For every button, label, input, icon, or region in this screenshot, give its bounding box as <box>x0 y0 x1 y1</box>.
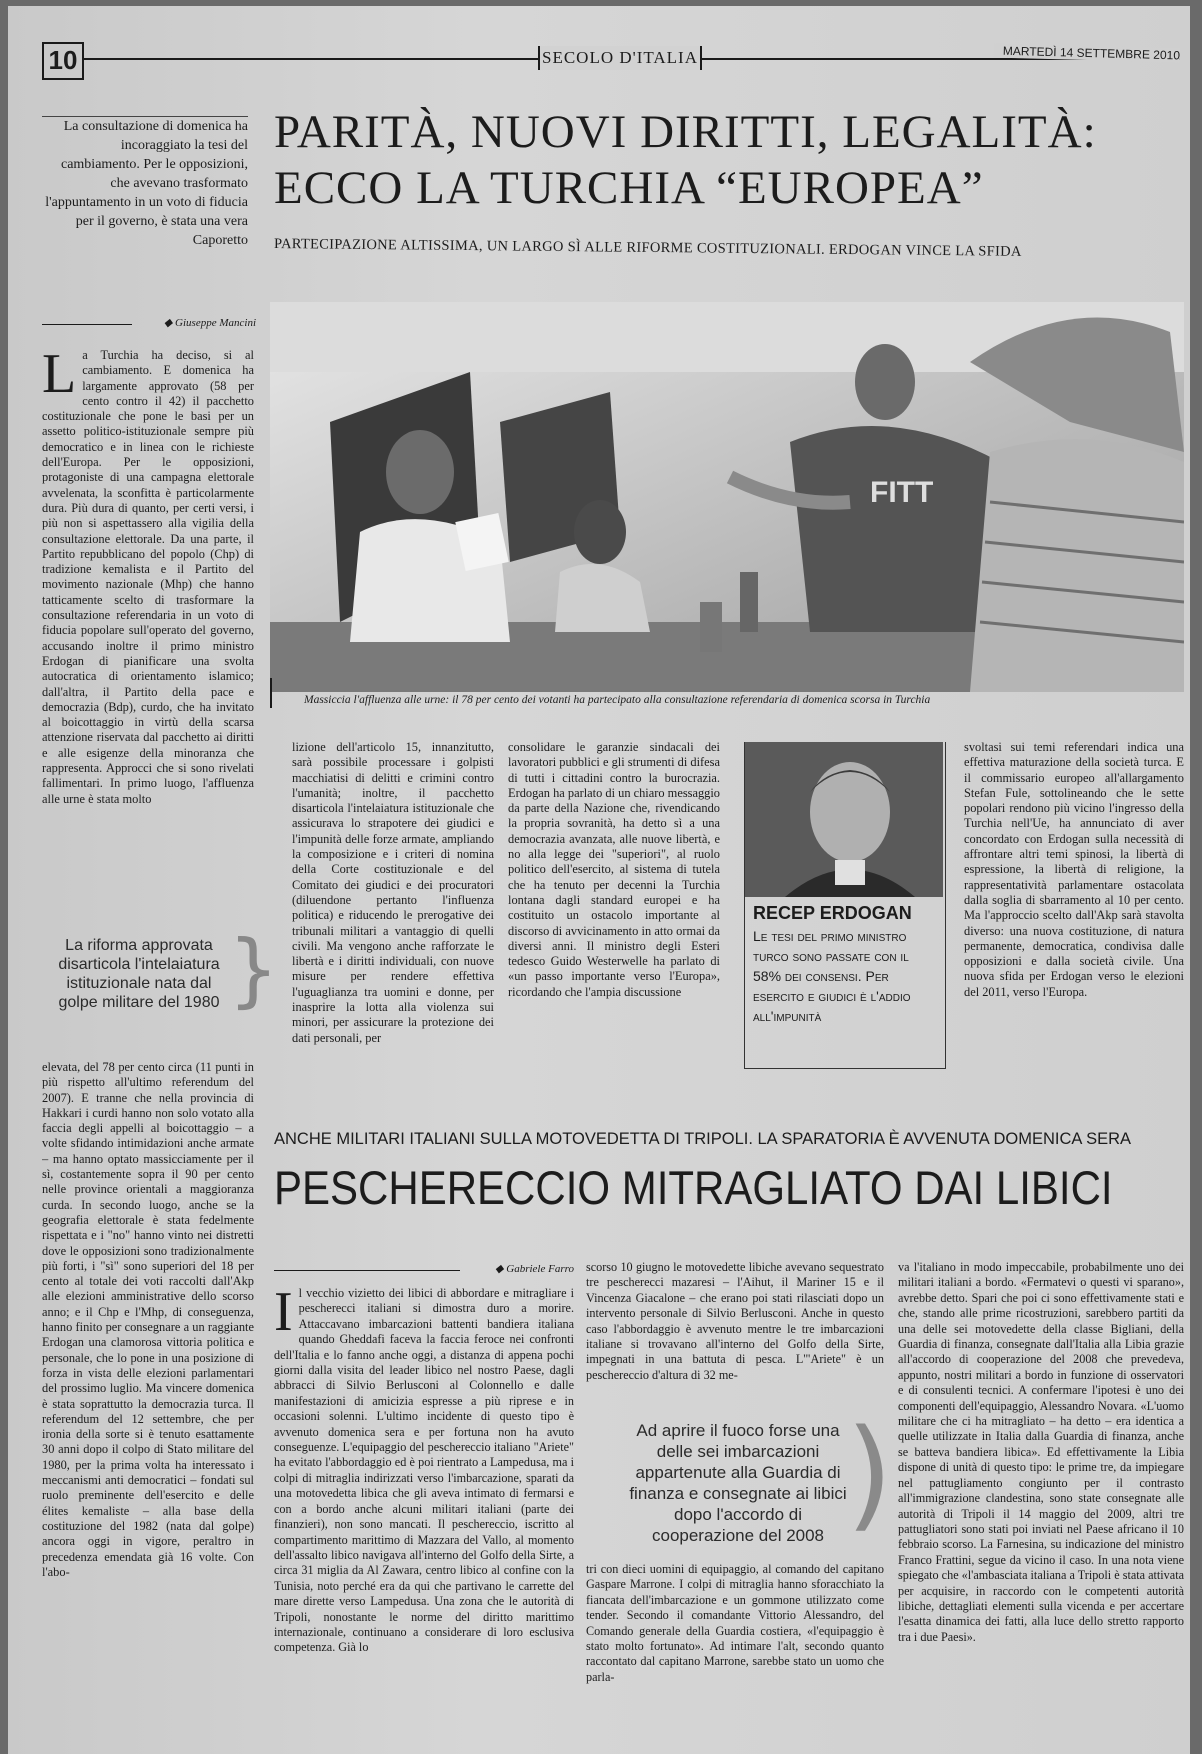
article2-pullquote: Ad aprire il fuoco forse una delle sei imbarcazioni appartenute alla Guardia di finanza e consegnate ai libici dopo l'accordo di cooperazione del 2008 <box>629 1421 847 1545</box>
article2-dropcap: I <box>274 1286 293 1343</box>
article1-photo <box>270 302 1184 692</box>
article1-summary: La consultazione di domenica ha incoraggiato la tesi del cambiamento. Per le opposizioni, che avevano trasformato l'appuntamento in un voto di fiducia per il governo, è stata una vera Caporetto <box>42 116 248 287</box>
profile-caption: Le tesi del primo ministro turco sono passate con il 58% dei consensi. Per esercito e giudici è l'addio all'impunità <box>753 928 911 1024</box>
article2-byline <box>464 1262 574 1275</box>
byline-diamond-icon: ◆ <box>163 317 176 329</box>
byline2-rule <box>274 1270 460 1271</box>
article2-col3-text: va l'italiano in modo impeccabile, probabilmente uno dei militari italiani a bordo. «Fermatevi o questi vi sparano», avrebbe detto. Spari che poi ci sono effettivamente stati e che, stando alle prime ricostruzioni, sarebbero partiti da una delle sei motovedette della classe Bigliani, della Guardia di finanza, consegnate dall'Italia alla Libia grazie all'accordo di cooperazione del 2008 che prevedeva, appunto, nostri militari a bordo in funzione di osservatori e di consulenti tecnici. A confermare l'ipotesi è uno dei componenti dell'equipaggio, Alessandro Novara. «L'uomo militare che ci ha mitragliato – ha detto – era identica a quelle utilizzate in Italia dalla Guardia di finanza, anche se batteva bandiera libica». Ed effettivamente la Libia dispone di unità di questo tipo: le prime tre, da impiegare nel pattugliamento congiunto per il contrasto all'immigrazione clandestina, sono state consegnate alle autorità di Tripoli il 14 maggio del 2009, altri tre pattugliatori sono stati poi inviati nel Paese africano il 10 febbraio scorso. La Farnesina, su indicazione del ministro Franco Frattini, segue da vicino il caso. In una nota viene spiegato che «l'ambasciata italiana a Tripoli è stata attivata per acquisire, in raccordo con le competenti autorità libiche, dettagliati elementi sulla vicenda e per accertare l'esatta dinamica dei fatti, alla luce dello stretto rapporto tra i due Paesi». <box>898 1260 1184 1644</box>
voting-photo-illustration <box>270 302 1184 692</box>
article2-col1-text <box>274 1286 574 1750</box>
article1-col5-text: svoltasi sui temi referendari indica una effettiva maturazione della società turca. E il commissario europeo all'allargamento Stefan Fule, sottolineando che le sette popolari rendono più vicino l'ingresso della Turchia nell'Ue, ha annunciato di aver concordato con Erdogan sulla necessità di affrontare altri temi spinosi, la libertà di espressione, la libertà di religione, la rappresentatività parlamentare ostacolata dalla soglia di sbarramento al 10 per cento. Ma l'approccio scelto dall'Akp sarà stavolta diverso: una nuova costituzione, di natura permanente, democratica, condivisa dalle opposizioni e dalla società civile. Una nuova sfida per Erdogan verso le elezioni del 2011, verso l'Europa. <box>964 740 1184 999</box>
article1-title <box>274 104 1184 216</box>
article1-col1-text <box>42 348 254 898</box>
page-number: 10 <box>42 42 84 80</box>
article1-col3-text: consolidare le garanzie sindacali dei lavoratori pubblici e gli strumenti di difesa di tutti i cittadini contro la burocrazia. Erdogan ha parlato di un chiaro messaggio da parte della Nazione che, rivendicando la propria sovranità, ha detto sì a una democrazia avanzata, alle nuove libertà, e no alla legge dei "superiori", al ruolo politico dell'esercito, al sistema di tutela che ha tenuto per decenni la Turchia lontana dagli standard europei e ha costituito un ostacolo importante al discorso di avvicinamento in atto ormai da diversi anni. Il ministro degli Esteri tedesco Guido Westerwelle ha parlato di «un passo importante verso l'Europa», ricordando che l'ampia discussione <box>508 740 720 999</box>
masthead: SECOLO D'ITALIA <box>538 46 702 70</box>
article1-title-line1: PARITÀ, NUOVI DIRITTI, LEGALITÀ: <box>274 106 1097 158</box>
svg-text:FITT: FITT <box>870 476 934 509</box>
byline2-author: Gabriele Farro <box>506 1263 574 1275</box>
article1-dropcap: L <box>42 348 77 405</box>
byline-author: Giuseppe Mancini <box>175 317 256 329</box>
pullquote2-paren-icon: ) <box>846 1405 893 1544</box>
article1-col1-body: a Turchia ha deciso, si al cambiamento. E domenica ha largamente approvato (58 per cento contro il 42) il pacchetto costituzionale che pone le basi per un assetto politico-istituzionale sempre più democratico e in linea con le richieste dell'Europa. Per le opposizioni, protagoniste di una campagna elettorale avvelenata, la sconfitta è particolarmente dura. Più dura di quanto, per certi versi, i più non si aspettassero alla vigilia della consultazione elettorale. Da una parte, il Partito repubblicano del popolo (Chp) di tradizione kemalista e il Partito del movimento nazionale (Mhp) che hanno tatticamente scelto di trasformare la consultazione referendaria in un voto di fiducia popolare sull'operato del governo, accusando inoltre il primo ministro Erdogan di pianificare una svolta autocratica di orientamento islamico; dall'altra, il Partito della pace e democrazia (Bdp), curdo, che ha invitato al boicottaggio in virtù della scarsa attenzione riservata dal pacchetto ai diritti e alle esigenze della minoranza che rappresenta. Approcci che si sono rivelati fallimentari. In primo luogo, l'affluenza alle urne è stata molto <box>42 348 254 806</box>
article2-kicker: ANCHE MILITARI ITALIANI SULLA MOTOVEDETTA DI TRIPOLI. LA SPARATORIA È AVVENUTA DOMENICA SERA <box>274 1130 1132 1148</box>
byline2-diamond-icon: ◆ <box>495 1263 507 1275</box>
pullquote-brace-icon: } <box>228 923 279 1016</box>
article1-col2-text: lizione dell'articolo 15, innanzitutto, sarà possibile processare i golpisti macchiatisi di delitti e crimini contro l'umanità; inoltre, il pacchetto disarticola l'intelaiatura istituzionale che assicurava lo strapotere dei giudici e l'impunità delle forze armate, ampliando la composizione e i criteri di nomina della Corte costituzionale e del Comitato dei giudici e dei procuratori (diluendone pertanto l'influenza politica) e riducendo le prerogative dei tribunali militari a vantaggio di quelli civili. Ma vengono anche rafforzate le libertà e i diritti individuali, con nuove misure per rendere effettiva l'uguaglianza tra uomini e donne, per inasprire la lotta alla violenza sui minori, per assicurare la protezione dei dati personali, per <box>292 740 494 1045</box>
article1-byline <box>134 316 256 329</box>
article1-pullquote: La riforma approvata disarticola l'intelaiatura istituzionale nata dal golpe militare del 1980 <box>58 937 220 1011</box>
erdogan-portrait <box>745 742 943 897</box>
newspaper-page <box>8 6 1190 1754</box>
article1-col1-text-b: elevata, del 78 per cento circa (11 punti in più rispetto all'ultimo referendum del 2007). E tranne che nella provincia di Hakkari i curdi hanno non solo votato alla faccia degli appelli al boicottaggio – a volte sfidando intimidazioni anche armate – ma hanno optato massicciamente per il sì, costantemente sopra il 90 per cento nelle province orientali a maggioranza curda. In secondo luogo, anche se la geografia elettorale è stata fedelmente rispettata e i "no" hanno vinto nei distretti dove le opposizioni sono tradizionalmente più forti, i "sì" sono superiori del 18 per cento al totale dei voti raccolti dall'Akp alle elezioni amministrative dello scorso anno; e il Chp e l'Mhp, di conseguenza, hanno finito per consegnare a un raggiante Erdogan una clamorosa vittoria politica e personale, che lo pone in una posizione di forza in vista delle elezioni parlamentari del prossimo luglio. Ma vincere domenica è stata soprattutto la democrazia turca. Il referendum del 12 settembre, che per ironia della sorte si è tenuto esattamente 30 anni dopo il colpo di Stato militare del 1980, per la prima volta ha interessato i meccanismi anti democratici – fondati sul ruolo preminente dell'esercito e delle élites kemaliste – alla base della costituzione del 1982 (nata dal golpe) ancora oggi in vigore, peraltro in precedenza emendata già 16 volte. Con l'abo- <box>42 1060 254 1579</box>
article2-col1-body: l vecchio vizietto dei libici di abbordare e mitragliare i pescherecci italiani si dimostra duro a morire. Attaccavano imbarcazioni battenti bandiera italiana quando Gheddafi faceva la faccia feroce nei confronti dell'Italia e lo fanno anche oggi, a distanza di appena pochi giorni dalla visita del leader libico nel nostro Paese, dagli abbracci di Silvio Berlusconi al Colonnello e dalle manifestazioni di amicizia espresse a più riprese e in occasioni solenni. L'ultimo incidente di questo tipo è avvenuto domenica sera e per fortuna non ha avuto conseguenze. L'equipaggio del peschereccio italiano "Ariete" ha evitato l'abbordaggio ed è poi rientrato a Lampedusa, ma i colpi di mitraglia indirizzati verso l'imbarcazione, sparati da una motovedetta libica che gli aveva intimato di fermarsi e con a bordo anche alcuni militari italiani (parte dei finanzieri), non sono mancati. Il peschereccio, iscritto al compartimento marittimo di Mazzara del Vallo, al momento dell'assalto libico navigava all'interno del Golfo della Sirte, a circa 31 miglia da Al Zawara, centro libico al confine con la Tunisia, noto perché era da qui che partivano le carrette del mare dirette verso Lampedusa. Una zona che le autorità di Tripoli, nonostante le norme del diritto marittimo internazionale, continuano a considerare di loro esclusiva competenza. Già lo <box>274 1286 574 1655</box>
article2-col2-text: scorso 10 giugno le motovedette libiche avevano sequestrato tre pescherecci mazaresi – l'Aihut, il Mariner 15 e il Vincenza Giacalone – che erano poi stati rilasciati dopo un intervento personale di Silvio Berlusconi. Anche in questo caso l'abbordaggio è avvenuto mentre le tre imbarcazioni italiane si trovavano all'interno del Golfo della Sirte, impegnati in una battuta di pesca. L'"Ariete" è un peschereccio d'altura di 32 me- <box>586 1260 884 1382</box>
article2-title: PESCHERECCIO MITRAGLIATO DAI LIBICI <box>274 1161 1113 1215</box>
issue-date: MARTEDÌ 14 SETTEMBRE 2010 <box>994 44 1180 63</box>
article1-subtitle: PARTECIPAZIONE ALTISSIMA, UN LARGO SÌ ALLE RIFORME COSTITUZIONALI. ERDOGAN VINCE LA SFIDA <box>273 236 1022 260</box>
article1-photo-caption: Massiccia l'affluenza alle urne: il 78 per cento dei votanti ha partecipato alla consultazione referendaria di domenica scorsa in Turchia <box>304 694 931 706</box>
article1-title-line2: ECCO LA TURCHIA “EUROPEA” <box>274 162 984 214</box>
erdogan-profile <box>744 742 946 1069</box>
article2-col2-text-b: tri con dieci uomini di equipaggio, al comando del capitano Gaspare Marrone. I colpi di mitraglia hanno sforacchiato la fiancata dell'imbarcazione e un gommone utilizzato come tender. Secondo il comandante Vittorio Alessandro, del Comando generale della Guardia costiera, «l'equipaggio è stato molto fortunato». Ad intimare l'alt, secondo quanto raccontato dal capitano Marrone, sarebbe stato un uomo che parla- <box>586 1562 884 1684</box>
byline-rule <box>42 324 132 325</box>
caption-rule <box>270 678 272 708</box>
profile-name: RECEP ERDOGAN <box>753 903 912 923</box>
